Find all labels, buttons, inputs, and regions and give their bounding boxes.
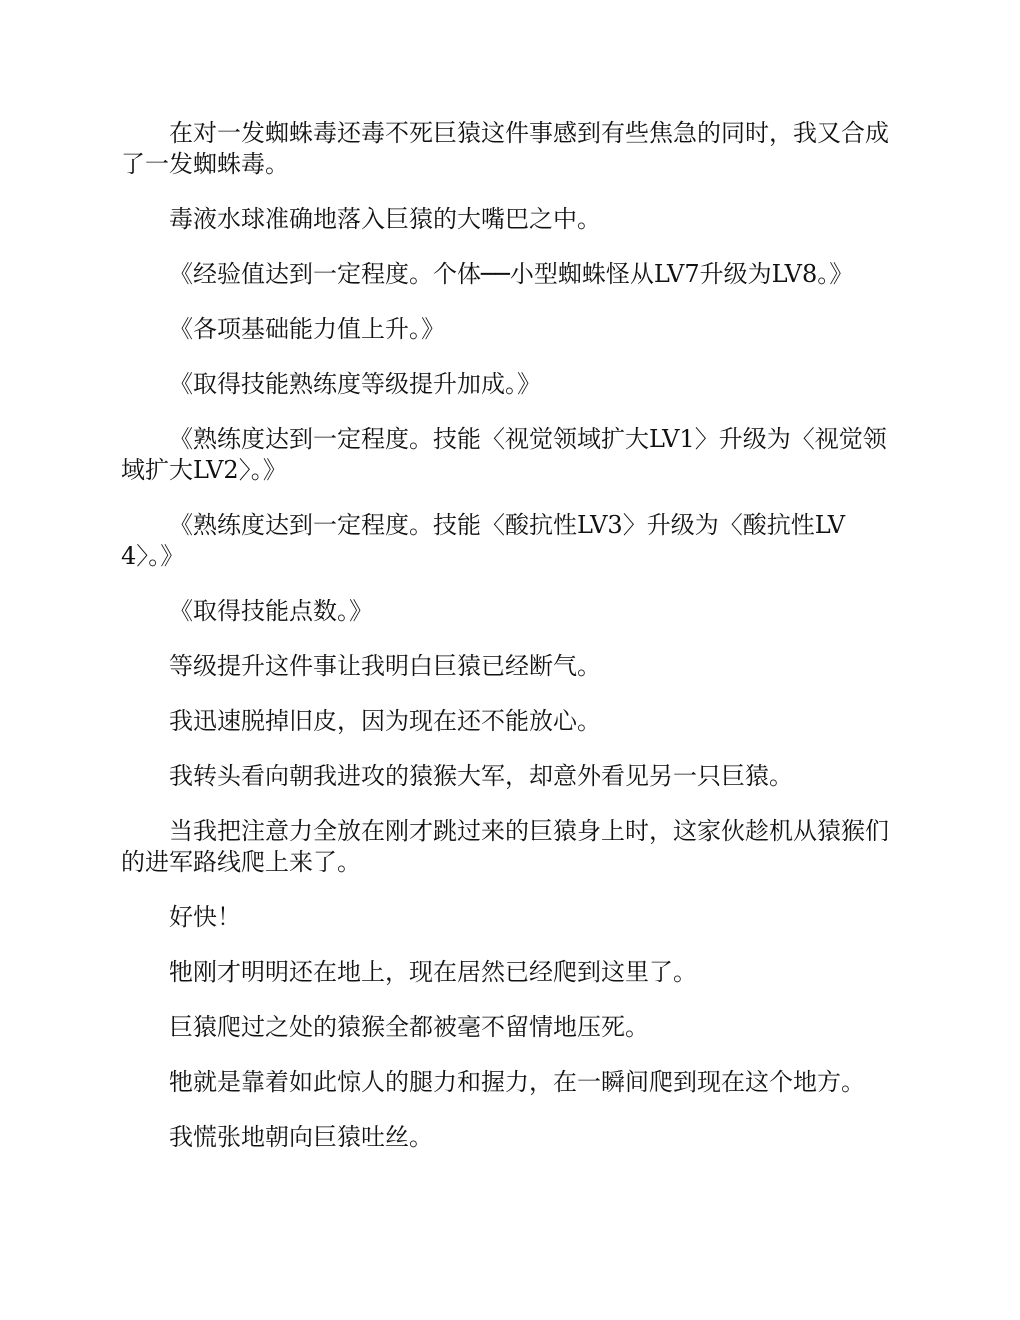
document-body bbox=[121, 118, 896, 1177]
paragraph: 巨猿爬过之处的猿猴全都被毫不留情地压死。 bbox=[169, 1013, 649, 1041]
system-message: 《取得技能点数。》 bbox=[169, 597, 373, 625]
paragraph: 当我把注意力全放在刚才跳过来的巨猿身上时，这家伙趁机从猿猴们的进军路线爬上来了。 bbox=[121, 817, 889, 876]
system-message: 《各项基础能力值上升。》 bbox=[169, 315, 445, 343]
paragraph: 等级提升这件事让我明白巨猿已经断气。 bbox=[169, 652, 601, 680]
system-message: 《熟练度达到一定程度。技能〈酸抗性LV3〉升级为〈酸抗性LV4〉。》 bbox=[121, 511, 846, 570]
system-message: 《经验值达到一定程度。个体──小型蜘蛛怪从LV7升级为LV8。》 bbox=[169, 260, 854, 288]
paragraph: 我慌张地朝向巨猿吐丝。 bbox=[169, 1123, 433, 1151]
paragraph: 牠刚才明明还在地上，现在居然已经爬到这里了。 bbox=[169, 958, 697, 986]
system-message: 《熟练度达到一定程度。技能〈视觉领域扩大LV1〉升级为〈视觉领域扩大LV2〉。》 bbox=[121, 425, 887, 484]
paragraph: 牠就是靠着如此惊人的腿力和握力，在一瞬间爬到现在这个地方。 bbox=[169, 1068, 865, 1096]
paragraph: 好快！ bbox=[169, 903, 241, 931]
paragraph: 毒液水球准确地落入巨猿的大嘴巴之中。 bbox=[169, 205, 601, 233]
paragraph: 我迅速脱掉旧皮，因为现在还不能放心。 bbox=[169, 707, 601, 735]
system-message: 《取得技能熟练度等级提升加成。》 bbox=[169, 370, 541, 398]
paragraph: 在对一发蜘蛛毒还毒不死巨猿这件事感到有些焦急的同时，我又合成了一发蜘蛛毒。 bbox=[121, 119, 889, 178]
paragraph: 我转头看向朝我进攻的猿猴大军，却意外看见另一只巨猿。 bbox=[169, 762, 793, 790]
